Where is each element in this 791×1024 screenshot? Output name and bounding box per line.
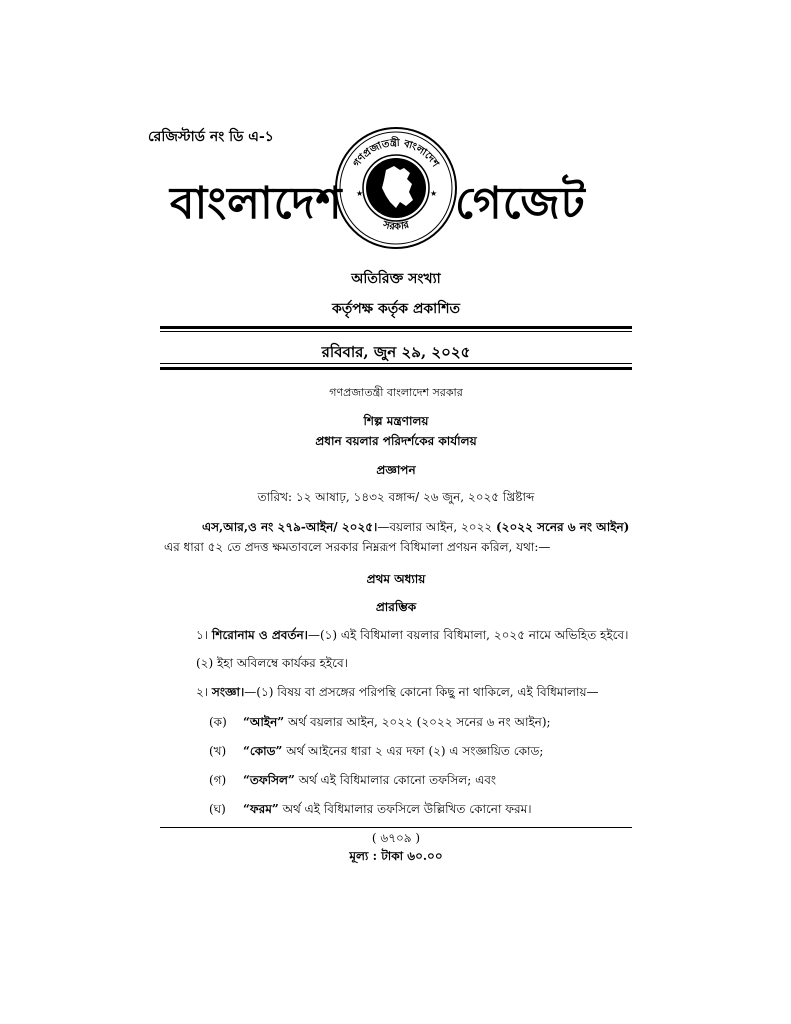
definition-text: অর্থ এই বিধিমালার তফসিলে উল্লিখিত কোনো ফরম।	[278, 802, 532, 816]
sro-text-1: —বয়লার আইন, ২০২২	[377, 520, 496, 534]
definition-letter: (গ)	[209, 773, 227, 787]
header-rule-bottom-thin	[160, 363, 632, 364]
ministry-name: শিল্প মন্ত্রণালয়	[363, 414, 429, 428]
header-rule-top-thin	[160, 331, 632, 332]
page-number: ( ৬৭০৯ )	[371, 831, 421, 845]
published-by-label: কর্তৃপক্ষ কর্তৃক প্রকাশিত	[331, 301, 461, 317]
section-2	[196, 684, 599, 704]
definition-text: অর্থ আইনের ধারা ২ এর দফা (২) এ সংজ্ঞায়িত কোড;	[282, 744, 544, 758]
notice-date: তারিখ: ১২ আষাঢ়, ১৪৩২ বঙ্গাব্দ/ ২৬ জুন, ২০২৫ খ্রিষ্টাব্দ	[257, 490, 535, 504]
seal-top-text: গণপ্রজাতন্ত্রী বাংলাদেশ	[351, 137, 441, 170]
notice-title: প্রজ্ঞাপন	[376, 463, 416, 477]
definition-letter: (খ)	[209, 744, 227, 758]
section-2-heading: সংজ্ঞা।	[211, 685, 245, 699]
chapter-heading: প্রথম অধ্যায়	[366, 572, 426, 586]
seal-bottom-text: সরকার	[381, 219, 411, 233]
definition-item	[243, 714, 551, 734]
government-name: গণপ্রজাতন্ত্রী বাংলাদেশ সরকার	[329, 386, 463, 399]
section-1-text: —(১) এই বিধিমালা বয়লার বিধিমালা, ২০২৫ নামে অভিহিত হইবে।	[307, 628, 629, 642]
footer-rule	[160, 827, 632, 828]
government-seal	[334, 126, 458, 250]
chapter-title: প্রারম্ভিক	[375, 600, 417, 614]
masthead-title-right: গেজেট	[455, 178, 586, 229]
definition-term: “আইন”	[243, 715, 285, 729]
definition-item	[243, 801, 532, 821]
header-rule-bottom	[160, 367, 632, 370]
section-2-text: —(১) বিষয় বা প্রসঙ্গের পরিপন্থি কোনো কিছু না থাকিলে, এই বিধিমালায়—	[244, 685, 599, 699]
office-name: প্রধান বয়লার পরিদর্শকের কার্যালয়	[315, 434, 477, 448]
registration-number: রেজিস্টার্ড নং ডি এ-১	[148, 129, 274, 145]
definition-term: “তফসিল”	[243, 773, 295, 787]
sro-paragraph	[164, 517, 630, 557]
seal-star-icon: ★	[430, 189, 438, 198]
price-label: মূল্য : টাকা ৬০.০০	[349, 849, 443, 863]
definition-letter: (ঘ)	[209, 802, 226, 816]
issue-date: রবিবার, জুন ২৯, ২০২৫	[321, 343, 471, 361]
section-1-number: ১।	[196, 628, 212, 642]
masthead-title-left: বাংলাদেশ	[170, 178, 343, 229]
sro-act-reference: (২০২২ সনের ৬ নং আইন)	[496, 520, 630, 534]
section-1-heading: শিরোনাম ও প্রবর্তন।	[211, 628, 308, 642]
definition-item	[243, 743, 543, 763]
extra-issue-label: অতিরিক্ত সংখ্যা	[351, 271, 441, 287]
sro-text-2: এর ধারা ৫২ তে প্রদত্ত ক্ষমতাবলে সরকার নিম্নরূপ বিধিমালা প্রণয়ন করিল, যথা:—	[164, 540, 551, 554]
definition-text: অর্থ এই বিধিমালার কোনো তফসিল; এবং	[294, 773, 497, 787]
header-rule-top	[160, 326, 632, 329]
section-2-number: ২।	[196, 685, 212, 699]
sro-reference: এস,আর,ও নং ২৭৯-আইন/ ২০২৫।	[202, 520, 378, 534]
seal-star-icon: ★	[356, 189, 364, 198]
definition-term: “ফরম”	[243, 802, 279, 816]
definition-letter: (ক)	[209, 715, 227, 729]
definition-item	[243, 772, 496, 792]
definition-text: অর্থ বয়লার আইন, ২০২২ (২০২২ সনের ৬ নং আইন);	[284, 715, 551, 729]
definition-term: “কোড”	[243, 744, 283, 758]
section-1	[196, 627, 628, 647]
section-1-subsection-2: (২) ইহা অবিলম্বে কার্যকর হইবে।	[196, 656, 348, 670]
